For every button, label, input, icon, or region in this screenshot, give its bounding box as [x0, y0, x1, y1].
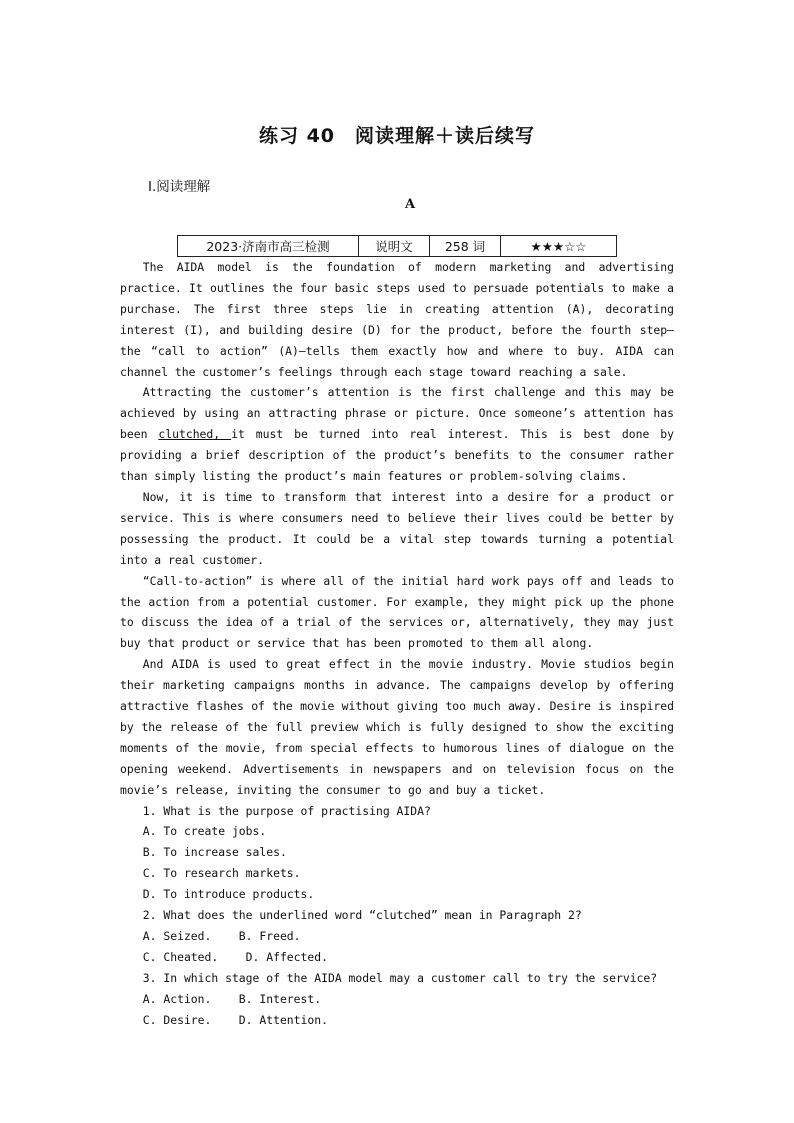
q1-option-a: A. To create jobs. — [142, 824, 267, 839]
question-3: 3. In which stage of the AIDA model may a customer call to try the service? — [142, 970, 658, 985]
q3-options-cd: C. Desire. D. Attention. — [142, 1012, 328, 1027]
q3-options-ab: A. Action. B. Interest. — [142, 991, 322, 1006]
paragraph-4: “Call-to-action” is where all of the initial hard work pays off and leads to the action from a potential customer. For example, they might pick up the phone to discuss the idea of a trial of the services or, alternatively, they may just buy that product or service that has been promoted to them all along. — [120, 573, 674, 651]
q1-option-b: B. To increase sales. — [142, 845, 287, 860]
word-count-cell: 258 词 — [430, 236, 501, 257]
difficulty-cell: ★★★☆☆ — [501, 236, 617, 257]
q1-option-c: C. To research markets. — [142, 866, 301, 881]
q2-options-ab: A. Seized. B. Freed. — [142, 929, 301, 943]
source-cell: 2023·济南市高三检测 — [178, 236, 359, 257]
q2-options-cd: C. Cheated. D. Affected. — [142, 949, 328, 964]
passage-body — [120, 257, 674, 1031]
underlined-word: clutched, — [158, 427, 232, 442]
paragraph-1: The AIDA model is the foundation of modern marketing and advertising practice. It outlines the four basic steps used to persuade potentials to make a purchase. The first three steps lie in creating attention (A), decorating interest (I), and building desire (D) for the product, before the fourth step—the “call to action” (A)—tells them exactly how and where to buy. AIDA can channel the customer’s feelings through each stage toward reaching a sale. — [120, 260, 674, 379]
paragraph-5: And AIDA is used to great effect in the movie industry. Movie studios begin their marketing campaigns months in advance. The campaigns develop by offering attractive flashes of the movie without giving too much away. Desire is inspired by the release of the full preview which is fully designed to show the exciting moments of the movie, from special effects to humorous lines of dialogue on the opening weekend. Advertisements in newspapers and on television focus on the movie’s release, inviting the consumer to go and buy a ticket. — [120, 657, 674, 797]
passage-info-table — [177, 235, 617, 257]
paragraph-2: Attracting the customer’s attention is the first challenge and this may be achieved by using an attracting phrase or picture. Once someone’s attention has been clutched, it must be turned into real interest. This is best done by providing a brief description of the product’s benefits to the consumer rather than simply listing the product’s main features or problem-solving claims. — [120, 385, 675, 484]
section-heading: Ⅰ.阅读理解 — [148, 179, 211, 195]
paragraph-3: Now, it is time to transform that interest into a desire for a product or service. This is where consumers need to believe their lives could be better by possessing the product. It could be a vital step towards turning a potential into a real customer. — [120, 489, 674, 567]
page-title: 练习 40 阅读理解＋读后续写 — [258, 125, 536, 147]
q1-option-d: D. To introduce products. — [142, 887, 315, 902]
passage-label: A — [404, 197, 416, 212]
genre-cell: 说明文 — [359, 236, 430, 257]
question-2: 2. What does the underlined word “clutched” mean in Paragraph 2? — [142, 908, 582, 923]
question-1: 1. What is the purpose of practising AIDA? — [142, 803, 431, 818]
